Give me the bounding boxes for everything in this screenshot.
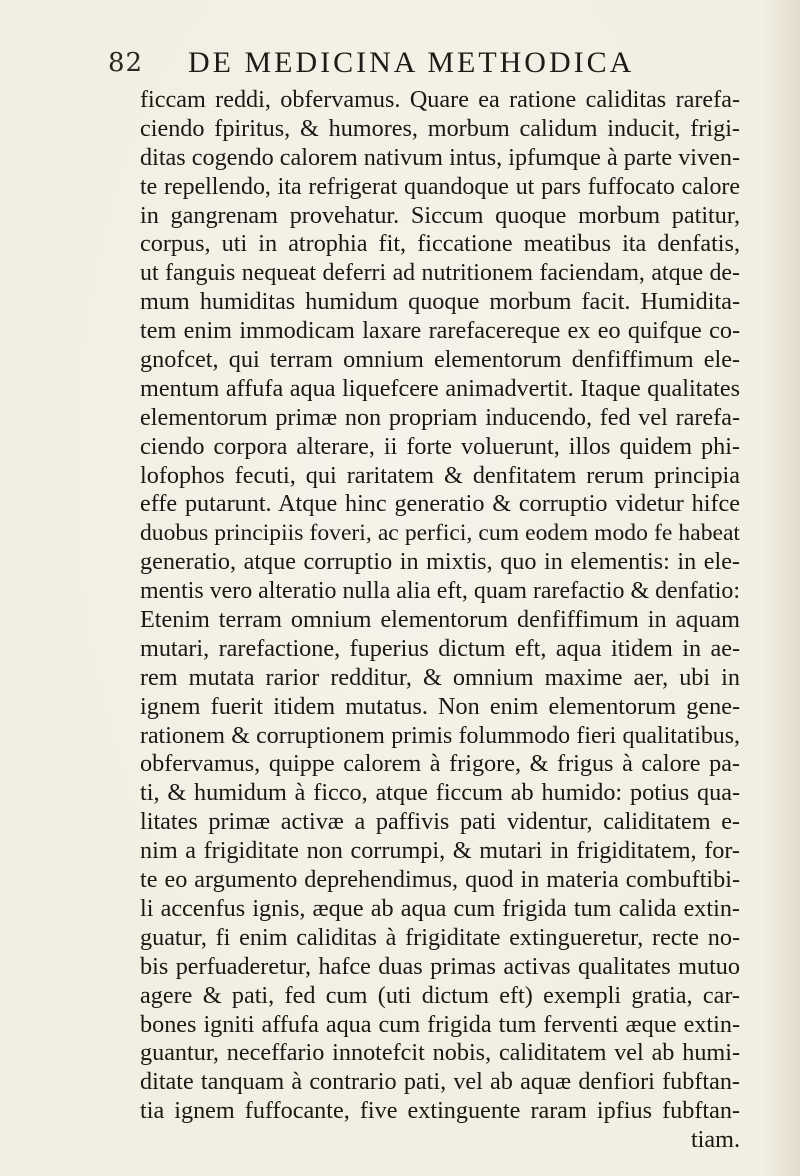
- text-line: tem enim immodicam laxare rarefacereque ex eo quifque co-: [140, 317, 740, 345]
- text-line: rem mutata rarior redditur, & omnium maxime aer, ubi in: [140, 663, 740, 691]
- page-number: 82: [108, 48, 144, 78]
- text-line: gnofcet, qui terram omnium elementorum denfiffimum ele-: [140, 346, 740, 374]
- text-line: Etenim terram omnium elementorum denfiffimum in aquam: [140, 606, 740, 634]
- text-line: bones igniti affufa aqua cum frigida tum ferventi æque extin-: [140, 1010, 740, 1038]
- text-line: ficcam reddi, obfervamus. Quare ea ratione caliditas rarefa-: [140, 86, 740, 113]
- text-line: guantur, neceffario innotefcit nobis, caliditatem vel ab humi-: [140, 1039, 740, 1067]
- text-line: ti, & humidum à ficco, atque ficcum ab humido: potius qua-: [140, 779, 740, 807]
- text-line: ciendo fpiritus, & humores, morbum calidum inducit, frigi-: [140, 114, 740, 142]
- text-line: ditate tanquam à contrario pati, vel ab aquæ denfiori fubftan-: [140, 1068, 740, 1096]
- text-line: elementorum primæ non propriam inducendo, fed vel rarefa-: [140, 403, 740, 431]
- text-line: ut fanguis nequeat deferri ad nutritionem faciendam, atque de-: [140, 260, 740, 287]
- text-line: bis perfuaderetur, hafce duas primas activas qualitates mutuo: [140, 952, 740, 980]
- text-line: tia ignem fuffocante, five extinguente raram ipfius fubftan-: [140, 1097, 740, 1125]
- text-line: guatur, fi enim caliditas à frigiditate extingueretur, recte no-: [140, 923, 740, 951]
- text-line: corpus, uti in atrophia fit, ficcatione meatibus ita denfatis,: [140, 230, 740, 258]
- text-line: nim a frigiditate non corrumpi, & mutari in frigiditatem, for-: [140, 837, 740, 865]
- text-line: duobus principiis foveri, ac perfici, cum eodem modo fe habeat: [140, 520, 740, 547]
- body-text: [140, 86, 740, 1154]
- text-line: li accenfus ignis, æque ab aqua cum frigida tum calida extin-: [140, 894, 740, 922]
- text-line: effe putarunt. Atque hinc generatio & corruptio videtur hifce: [140, 490, 740, 518]
- text-line: mutari, rarefactione, fuperius dictum eft, aqua itidem in ae-: [140, 634, 740, 662]
- running-head: DE MEDICINA METHODICA: [188, 46, 635, 79]
- text-line: te repellendo, ita refrigerat quandoque ut pars fuffocato calore: [140, 173, 740, 200]
- text-line: mentum affufa aqua liquefcere animadvertit. Itaque qualitates: [140, 374, 740, 402]
- page-edge-shadow: [762, 0, 800, 1176]
- text-line-last: tiam.: [690, 1126, 740, 1154]
- text-line: ignem fuerit itidem mutatus. Non enim elementorum gene-: [140, 692, 740, 720]
- text-line: generatio, atque corruptio in mixtis, quo in elementis: in ele-: [140, 548, 740, 576]
- text-line: te eo argumento deprehendimus, quod in materia combuftibi-: [140, 866, 740, 894]
- text-line: mentis vero alteratio nulla alia eft, quam rarefactio & denfatio:: [140, 578, 740, 605]
- text-line: litates primæ activæ a paffivis pati videntur, caliditatem e-: [140, 808, 740, 836]
- text-line: agere & pati, fed cum (uti dictum eft) exempli gratia, car-: [140, 981, 740, 1009]
- text-line: obfervamus, quippe calorem à frigore, & frigus à calore pa-: [140, 750, 740, 778]
- page-header: [108, 46, 728, 86]
- text-line: ditas cogendo calorem nativum intus, ipfumque à parte viven-: [140, 143, 740, 171]
- text-line: rationem & corruptionem primis folummodo fieri qualitatibus,: [140, 722, 740, 749]
- text-line: in gangrenam provehatur. Siccum quoque morbum patitur,: [140, 201, 740, 229]
- text-line: ciendo corpora alterare, ii forte voluerunt, illos quidem phi-: [140, 432, 740, 460]
- text-line: lofophos fecuti, qui raritatem & denfitatem rerum principia: [140, 461, 740, 489]
- text-line: mum humiditas humidum quoque morbum facit. Humidita-: [140, 288, 740, 316]
